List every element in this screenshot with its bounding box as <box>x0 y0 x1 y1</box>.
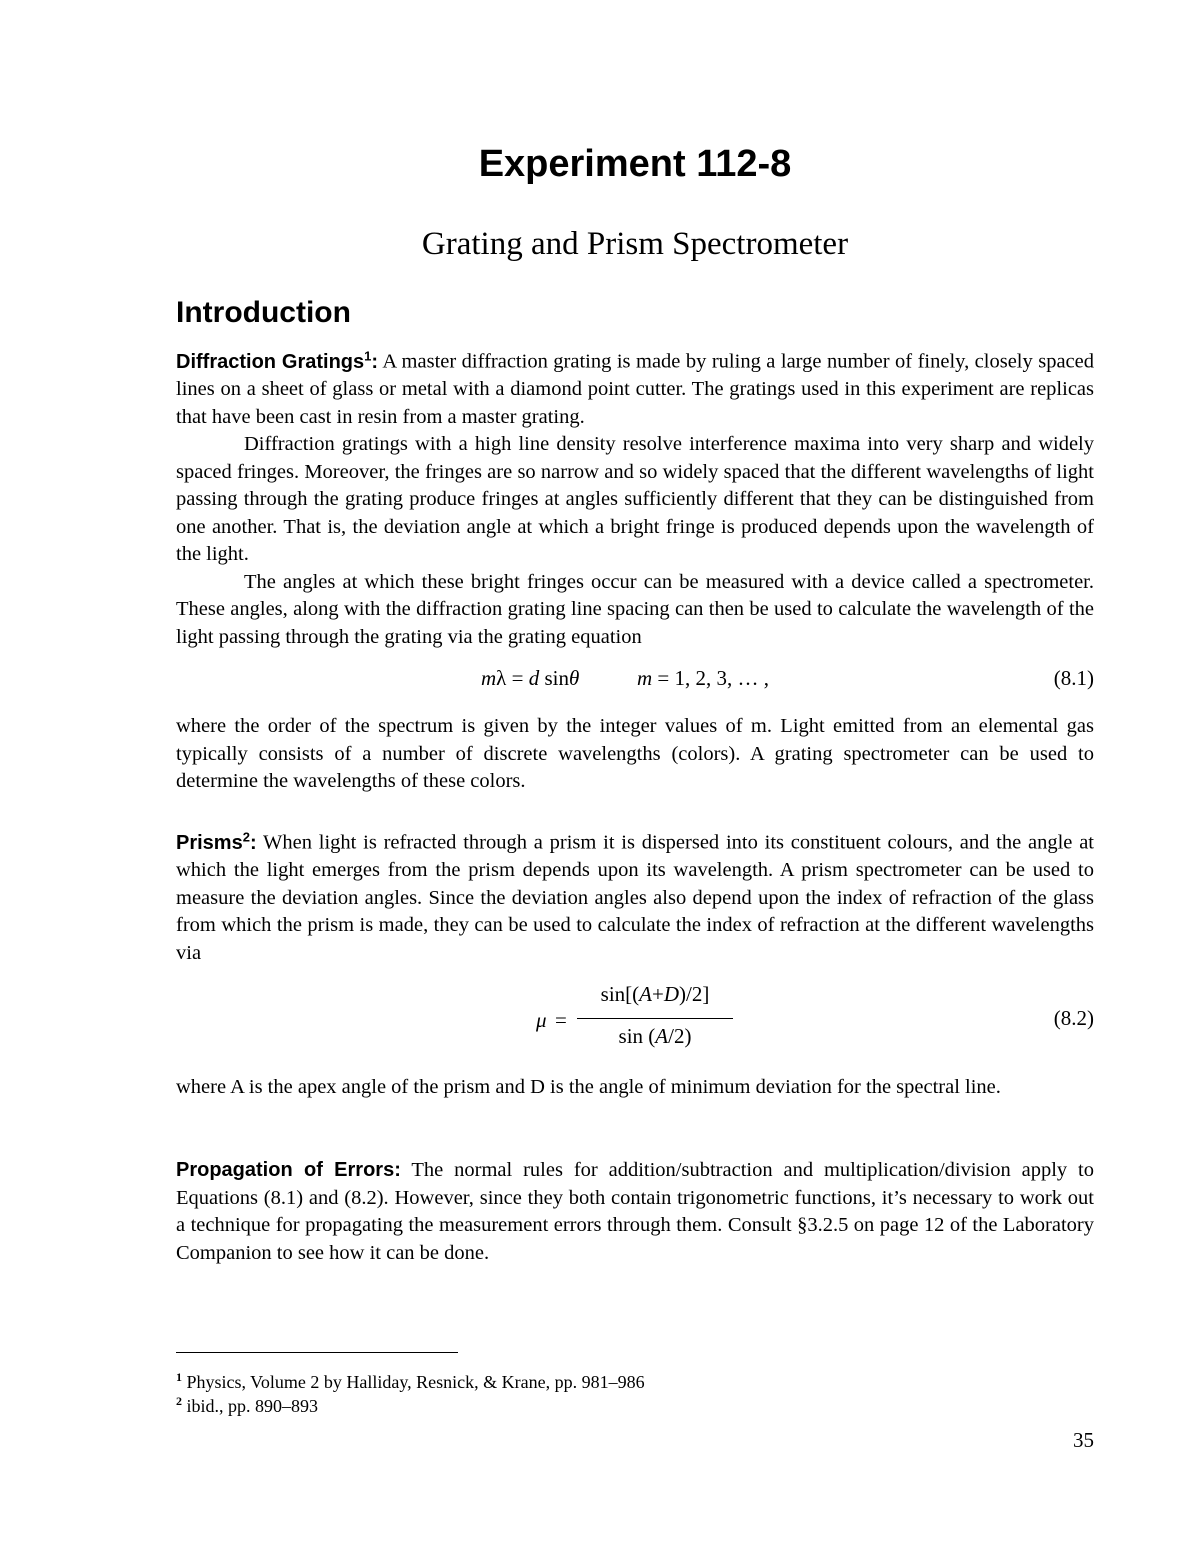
equation-8-1: mλ = d sinθ m = 1, 2, 3, … , (8.1) <box>176 663 1094 693</box>
errors-lead: Propagation of Errors: <box>176 1159 401 1181</box>
prisms-section <box>176 823 1094 967</box>
diffraction-paragraph-1: Diffraction Gratings$^1$: A master diffraction grating is made by ruling a large number of finely, closely spaced lines on a sheet of glass or metal with a diamond point cutter. The gratings used in this experiment are replicas that have been cast in resin from a master grating. <box>176 348 1095 428</box>
footnote-ref-2: 2 <box>242 829 250 844</box>
errors-paragraph: Propagation of Errors: The normal rules for addition/subtraction and multiplication/division apply to Equations (8.1) and (8.2). However, since they both contain trigonometric functions, it’s necessary to work out a technique for propagating the measurement errors through them. Consult §3.2.5 on page 12 of the Laboratory Companion to see how it can be done. <box>176 1159 1094 1264</box>
footnote-separator <box>176 1352 458 1353</box>
diffraction-paragraph-3: The angles at which these bright fringes occur can be measured with a device called a spectrometer. These angles, along with the diffraction grating line spacing can then be used to calculate the wavelength of the light passing through the grating via the grating equation <box>176 570 1094 648</box>
after-equation-1-paragraph: where the order of the spectrum is given by the integer values of m. Light emitted from an elemental gas typically consists of a number of discrete wavelengths (colors). A grating spectrometer can be used to determine the wavelengths of these colors. <box>176 715 1094 792</box>
diffraction-gratings-lead: Diffraction Gratings$^1$: <box>176 348 379 373</box>
page-title: Experiment 112-8 <box>478 143 792 185</box>
footnote-2: $^2$ ibid., pp. 890–893 <box>176 1394 319 1416</box>
equation-8-2: μ = sin[(A+D)/2] sin (A/2) (8.2) <box>536 982 1094 1048</box>
after-equation-2-paragraph: where A is the apex angle of the prism and D is the angle of minimum deviation for the spectral line. <box>176 1076 1001 1098</box>
prisms-lead: Prisms$^2$: <box>176 829 257 854</box>
equation-8-2-denominator: sin (A/2) <box>618 1024 692 1048</box>
page-number: 35 <box>1073 1428 1094 1452</box>
prisms-paragraph: Prisms$^2$: When light is refracted through a prism it is dispersed into its constituent colours, and the angle at which the light emerges from the prism depends upon its wavelength. A prism spectrometer can be used to measure the deviation angles. Since the deviation angles also depend upon the index of refraction of the glass from which the prism is made, they can be used to calculate the index of refraction at the different wavelengths via <box>176 829 1094 964</box>
page-subtitle: Grating and Prism Spectrometer <box>421 226 849 262</box>
diffraction-paragraph-2: Diffraction gratings with a high line density resolve interference maxima into very sharp and widely spaced fringes. Moreover, the fringes are so narrow and so widely spaced that the different wavelengths of light passing through the grating produce fringes at angles sufficiently different that they can be distinguished from one another. That is, the deviation angle at which a bright fringe is produced depends upon the wavelength of the light. <box>176 433 1094 566</box>
propagation-of-errors-section <box>176 1157 1094 1267</box>
equation-8-2-numerator: sin[(A+D)/2] <box>600 982 710 1006</box>
fraction-bar <box>577 1018 733 1019</box>
section-heading-introduction: Introduction <box>176 296 351 329</box>
footnote-ref-1: 1 <box>364 348 372 363</box>
equation-number-8-1: (8.1) <box>1053 666 1094 690</box>
equation-number-8-2: (8.2) <box>1053 1006 1094 1030</box>
footnote-1: $^1$ Physics, Volume 2 by Halliday, Resnick, & Krane, pp. 981–986 <box>176 1370 645 1392</box>
diffraction-gratings-section <box>176 342 1094 651</box>
